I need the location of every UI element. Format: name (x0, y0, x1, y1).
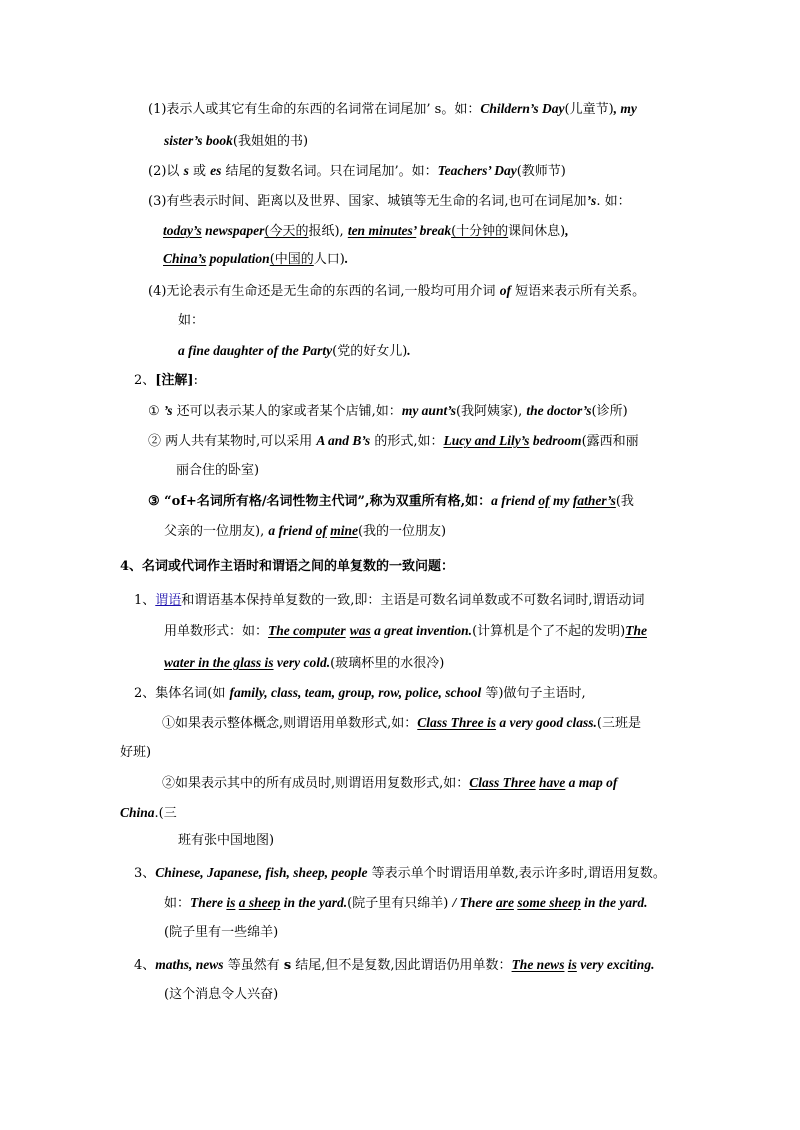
text-segment: 丽合住的卧室) (176, 463, 260, 478)
text-segment: a great invention. (370, 623, 473, 638)
text-segment: 2、集体名词(如 (134, 686, 230, 701)
text-segment: . (344, 251, 349, 266)
text-segment: There (190, 895, 227, 910)
text-segment: sister’s book (164, 133, 233, 148)
text-segment: ② 两人共有某物时,可以采用 (148, 434, 317, 449)
text-line (164, 986, 278, 1004)
text-segment: A and B’s (316, 433, 371, 448)
text-segment: have (539, 775, 566, 790)
term-link[interactable]: 谓语 (155, 593, 182, 608)
text-line (120, 558, 454, 576)
text-line (134, 592, 645, 610)
text-segment: 课间休息) (508, 224, 566, 239)
text-segment: China’s (163, 251, 207, 266)
text-line (148, 192, 631, 211)
text-line (164, 894, 647, 913)
text-segment: (1)表示人或其它有生命的东西的名词常在词尾加’ s。如： (148, 102, 481, 117)
text-segment: ① (148, 404, 164, 419)
text-segment: my aunt’s (401, 403, 456, 418)
text-segment: (露西和丽 (581, 434, 639, 449)
text-segment: 用单数形式：如： (164, 624, 269, 639)
text-segment: is (226, 895, 236, 910)
text-segment: a very good class. (496, 715, 597, 730)
text-segment: (中国的 (269, 252, 314, 267)
text-segment: was (349, 623, 371, 638)
text-segment: 4、 (134, 958, 156, 973)
text-line (134, 684, 586, 703)
text-segment: 还可以表示某人的家或者某个店铺,如： (172, 404, 402, 419)
text-segment: 报纸), (308, 224, 348, 239)
text-segment: (4)无论表示有生命还是无生命的东西的名词,一般均可用介词 (148, 284, 500, 299)
text-segment: . (407, 343, 411, 358)
text-segment: a sheep (238, 895, 281, 910)
text-segment: (我阿姨家), (455, 404, 527, 419)
text-segment: a map of (565, 775, 618, 790)
text-segment: .(三 (154, 806, 177, 821)
text-segment: , my (613, 101, 637, 116)
text-segment: (我的一位朋友) (357, 524, 447, 539)
text-segment: (2)以 (148, 164, 184, 179)
text-segment: of (499, 283, 511, 298)
text-segment: (三班是 (596, 716, 641, 731)
text-line (178, 832, 274, 850)
text-line (148, 162, 566, 181)
text-segment: 1、 (134, 593, 156, 608)
text-segment: 如： (164, 896, 191, 911)
text-segment: in the yard. (580, 895, 648, 910)
text-segment: break (416, 223, 452, 238)
text-segment: (玻璃杯里的水很冷) (330, 656, 445, 671)
text-segment: s (283, 958, 292, 973)
text-segment: ③ “of+名词所有格/名词性物主代词”,称为双重所有格,如： (148, 494, 492, 509)
text-segment: The computer (268, 623, 346, 638)
text-line (178, 342, 411, 361)
text-segment: 4、名词或代词作主语时和谓语之间的单复数的一致问题： (120, 559, 455, 574)
text-segment: Teachers’ Day (437, 163, 517, 178)
text-segment: (十分钟的 (451, 224, 509, 239)
text-segment: ten minutes’ (347, 223, 417, 238)
text-segment: family, class, team, group, row, police, school (229, 685, 482, 700)
text-line (134, 372, 198, 390)
text-segment: a friend (491, 493, 539, 508)
text-segment: 等表示单个时谓语用单数,表示许多时,谓语用复数。 (367, 866, 666, 881)
text-segment: (院子里有只绵羊) (347, 896, 453, 911)
text-segment: mine (330, 523, 358, 538)
text-segment: a friend (268, 523, 316, 538)
text-segment: 如： (178, 313, 205, 328)
text-line (164, 654, 444, 673)
text-segment: s (183, 163, 189, 178)
text-segment: (我姐姐的书) (232, 134, 309, 149)
text-segment: water in the glass is (164, 655, 274, 670)
text-line (176, 462, 259, 480)
text-segment: bedroom (529, 433, 582, 448)
text-segment: [注解] (155, 373, 194, 388)
text-segment: are (495, 895, 514, 910)
text-segment: (3)有些表示时间、距离以及世界、国家、城镇等无生命的名词,也可在词尾加 (148, 194, 587, 209)
text-line (148, 492, 634, 511)
text-segment: 父亲的一位朋友), (164, 524, 269, 539)
text-segment: ’s (586, 193, 597, 208)
text-segment: a fine daughter of the Party (178, 343, 333, 358)
text-segment: (计算机是个了不起的发明) (472, 624, 626, 639)
text-segment: 等虽然有 (223, 958, 284, 973)
text-segment: (儿童节) (564, 102, 614, 117)
text-segment: The (625, 623, 647, 638)
text-segment: father’s (572, 493, 616, 508)
text-line (148, 100, 637, 119)
text-segment: the doctor’s (526, 403, 592, 418)
text-segment: (教师节) (516, 164, 566, 179)
text-segment: 短语来表示所有关系。 (510, 284, 646, 299)
text-segment: (院子里有一些绵羊) (164, 925, 279, 940)
text-line (164, 924, 278, 942)
text-segment: of (315, 523, 327, 538)
text-line (162, 714, 641, 733)
text-segment: Lucy and Lily’s (443, 433, 530, 448)
text-segment: is (567, 957, 577, 972)
text-segment: (我 (615, 494, 634, 509)
text-segment: 人口) (313, 252, 345, 267)
text-segment: very exciting. (576, 957, 655, 972)
text-segment: my (549, 493, 573, 508)
text-line (134, 864, 666, 883)
text-segment: ②如果表示其中的所有成员时,则谓语用复数形式,如： (162, 776, 470, 791)
text-segment: Chinese, Japanese, fish, sheep, people (155, 865, 368, 880)
text-line (148, 282, 645, 301)
text-line (164, 622, 647, 641)
text-segment: es (210, 163, 222, 178)
text-segment: ’s (163, 403, 173, 418)
text-segment: ①如果表示整体概念,则谓语用单数形式,如： (162, 716, 418, 731)
text-line (163, 222, 569, 241)
text-line (163, 250, 348, 269)
text-line (134, 956, 654, 975)
text-segment: (今天的 (264, 224, 309, 239)
text-segment: in the yard. (280, 895, 348, 910)
text-segment: population (206, 251, 270, 266)
text-line (178, 312, 204, 330)
text-line (162, 774, 617, 793)
text-segment: newspaper (201, 223, 265, 238)
text-line (120, 744, 151, 762)
text-line (164, 522, 446, 541)
text-segment: Class Three is (417, 715, 497, 730)
text-segment: of (538, 493, 550, 508)
text-segment: 和谓语基本保持单复数的一致,即：主语是可数名词单数或不可数名词时,谓语动词 (181, 593, 645, 608)
text-segment: maths, news (155, 957, 224, 972)
text-segment: (诊所) (591, 404, 628, 419)
text-segment: China (120, 805, 155, 820)
text-segment: 结尾的复数名词。只在词尾加’。如： (221, 164, 438, 179)
text-segment: very cold. (273, 655, 331, 670)
text-segment: . 如： (596, 194, 631, 209)
text-line (120, 804, 177, 823)
text-segment: , (565, 223, 569, 238)
text-segment: 或 (188, 164, 211, 179)
text-line (164, 132, 308, 151)
text-line (148, 432, 639, 451)
text-segment: 结尾,但不是复数,因此谓语仍用单数： (291, 958, 512, 973)
text-line (148, 402, 628, 421)
text-segment: some sheep (517, 895, 581, 910)
text-segment: Class Three (469, 775, 536, 790)
text-segment: 等)做句子主语时, (481, 686, 586, 701)
text-segment: 2、 (134, 373, 156, 388)
text-segment: 好班) (120, 745, 152, 760)
text-segment: today’s (163, 223, 202, 238)
text-segment: 班有张中国地图) (178, 833, 275, 848)
text-segment: : (193, 373, 198, 388)
text-segment: 的形式,如： (370, 434, 444, 449)
text-segment: (这个消息令人兴奋) (164, 987, 279, 1002)
text-segment: 3、 (134, 866, 156, 881)
text-segment: The news (511, 957, 565, 972)
text-segment: Childern’s Day (480, 101, 565, 116)
text-segment: (党的好女儿) (332, 344, 408, 359)
text-segment: / There (452, 895, 496, 910)
